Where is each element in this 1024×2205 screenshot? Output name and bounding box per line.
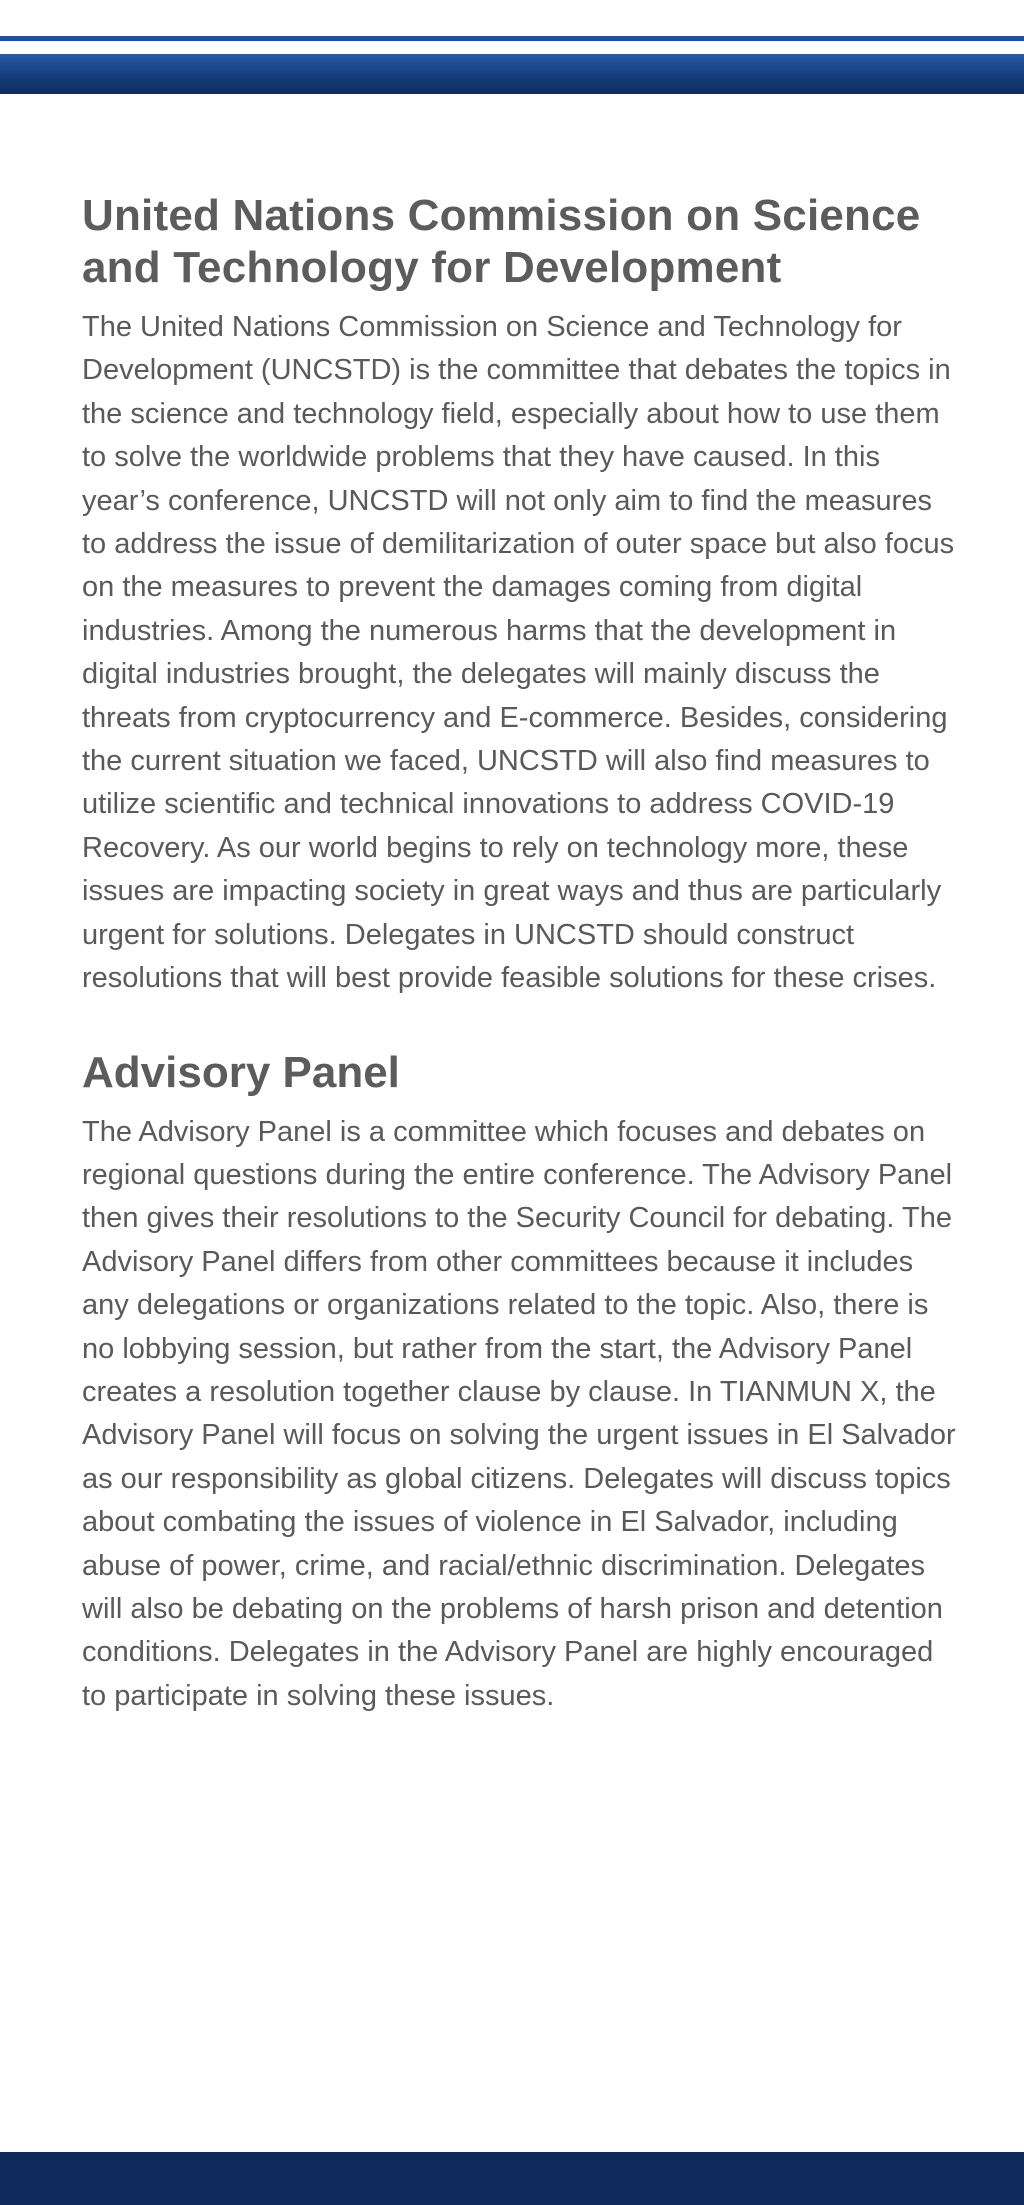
header-accent-line bbox=[0, 36, 1024, 41]
advisory-panel-title: Advisory Panel bbox=[82, 1047, 400, 1097]
uncstd-description: The United Nations Commission on Science and Technology for Development (UNCSTD) is the committee that debates the topics in the science and technology field, especially about how to use them to solve the worldwide problems that they have caused. In this year’s conference, UNCSTD will not only aim to find the measures to address the issue of demilitarization of outer space but also focus on the measures to prevent the damages coming from digital industries. Among the numerous harms that the development in digital industries brought, the delegates will mainly discuss the threats from cryptocurrency and E-commerce. Besides, considering the current situation we faced, UNCSTD will also find measures to utilize scientific and technical innovations to address COVID-19 Recovery. As our world begins to rely on technology more, these issues are impacting society in great ways and thus are particularly urgent for solutions. Delegates in UNCSTD should construct resolutions that will best provide feasible solutions for these crises. bbox=[82, 311, 955, 995]
footer-band bbox=[0, 2152, 1024, 2205]
advisory-panel-description: The Advisory Panel is a committee which focuses and debates on regional questions during the entire conference. The Advisory Panel then gives their resolutions to the Security Council for debating. The Advisory Panel differs from other committees because it includes any delegations or organizations related to the topic. Also, there is no lobbying session, but rather from the start, the Advisory Panel creates a resolution together clause by clause. In TIANMUN X, the Advisory Panel will focus on solving the urgent issues in El Salvador as our responsibility as global citizens. Delegates will discuss topics about combating the issues of violence in El Salvador, including abuse of power, crime, and racial/ethnic discrimination. Delegates will also be debating on the problems of harsh prison and detention conditions. Delegates in the Advisory Panel are highly encouraged to participate in solving these issues. bbox=[82, 1115, 956, 1712]
header-band bbox=[0, 54, 1024, 94]
document-content bbox=[82, 190, 962, 1718]
uncstd-title: United Nations Commission on Science and Technology for Development bbox=[82, 191, 921, 292]
